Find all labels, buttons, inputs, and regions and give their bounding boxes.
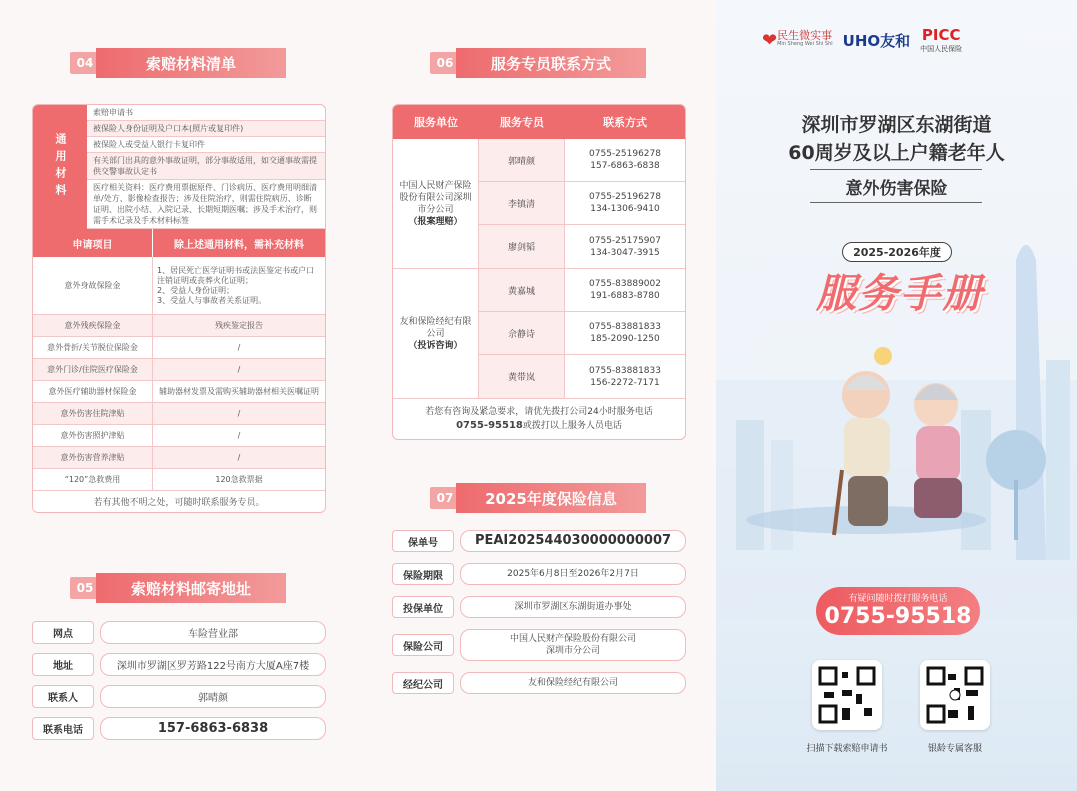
phone-landline: 0755-83881833	[589, 322, 661, 332]
contact-group-picc	[393, 139, 685, 269]
table-row	[33, 447, 325, 469]
picc-logo	[920, 26, 962, 54]
qr-caption: 银龄专属客服	[927, 744, 982, 754]
unit-role: （投诉咨询）	[408, 340, 463, 351]
hotline-number: 0755-95518	[824, 604, 972, 629]
table-header	[393, 105, 685, 139]
staff-name: 廖剑韬	[479, 225, 565, 268]
field-label: 保险期限	[392, 563, 454, 585]
section-number: 05	[70, 577, 100, 599]
info-row-policyholder	[392, 596, 686, 618]
field-value: PEAI202544030000000007	[460, 530, 686, 552]
uho-logo: UHO友和	[842, 31, 911, 50]
phone-landline: 0755-25175907	[589, 235, 661, 246]
field-value: 友和保险经纪有限公司	[460, 672, 686, 694]
table-row	[479, 312, 685, 355]
logo-subtext: Min Sheng Wei Shi Shi	[777, 41, 833, 47]
cell-item: 意外骨折/关节脱位保险金	[33, 337, 153, 358]
table-row	[33, 257, 325, 315]
cover-subtitle: 意外伤害保险	[845, 179, 948, 199]
section-06-header	[430, 48, 646, 78]
hotline-label: 有疑问随时拨打服务电话	[848, 594, 948, 604]
table-row	[33, 469, 325, 491]
logo-subtext: 中国人民保险	[920, 45, 963, 53]
section-number: 04	[70, 52, 100, 74]
phone-landline: 0755-83889002	[589, 279, 661, 289]
value-line: 中国人民财产保险股份有限公司	[509, 634, 636, 644]
footnote-line: 若您有咨询及紧急要求，请优先拨打公司24小时服务电话	[425, 407, 653, 417]
table-row	[479, 225, 685, 268]
phone-mobile: 134-3047-3915	[590, 247, 660, 258]
column-header: 服务专员	[500, 116, 544, 129]
section-number: 06	[430, 52, 460, 74]
unit-name: 中国人民财产保险股份有限公司深圳市分公司	[399, 180, 472, 215]
field-label: 网点	[32, 621, 94, 644]
claim-materials-table	[32, 104, 326, 513]
service-contacts-table	[392, 104, 686, 440]
field-label: 地址	[32, 653, 94, 676]
phone-landline: 0755-83881833	[589, 365, 661, 376]
service-unit	[393, 269, 479, 398]
table-row	[33, 381, 325, 403]
staff-name: 佘静诗	[479, 312, 565, 354]
value-line: 深圳市分公司	[545, 646, 600, 656]
list-item: 被保险人或受益人银行卡复印件	[87, 137, 325, 153]
list-item: 被保险人身份证明及户口本(照片或复印件)	[87, 121, 325, 137]
staff-name: 黄嘉城	[479, 269, 565, 311]
column-header: 服务单位	[414, 116, 458, 129]
table-row	[479, 182, 685, 225]
cell-item: 意外医疗辅助器材保险金	[33, 381, 153, 402]
logo-text: 民生微实事	[777, 29, 833, 42]
section-title: 索赔材料邮寄地址	[96, 573, 286, 603]
section-05-header	[70, 573, 286, 603]
qr-code-icon	[812, 660, 882, 730]
minsheng-logo	[762, 30, 833, 51]
column-header: 除上述通用材料，需补充材料	[174, 239, 304, 251]
column-header: 联系方式	[603, 116, 647, 129]
phone-mobile: 157-6863-6838	[590, 161, 660, 171]
section-title: 服务专员联系方式	[456, 48, 646, 78]
handbook-title: 服务手册	[816, 271, 984, 317]
table-header	[33, 229, 325, 257]
table-row	[33, 425, 325, 447]
table-row	[479, 269, 685, 312]
list-item: 索赔申请书	[87, 105, 325, 121]
cell-item: 意外伤害营养津贴	[33, 447, 153, 468]
cell-extra: /	[237, 342, 241, 352]
field-label: 经纪公司	[392, 672, 454, 694]
hotline-badge	[816, 587, 980, 635]
table-row	[33, 315, 325, 337]
table-row	[479, 139, 685, 182]
cover-title-line2: 60周岁及以上户籍老年人	[788, 142, 1005, 164]
cell-extra: /	[237, 452, 241, 462]
cell-extra: 1、居民死亡医学证明书或法医鉴定书或户口注销证明或丧葬火化证明； 2、受益人身份证明； 3、受益人与事故者关系证明。	[157, 265, 315, 305]
field-label: 保险公司	[392, 634, 454, 656]
heart-icon: ❤	[762, 29, 778, 51]
mail-row-branch	[32, 621, 326, 644]
cell-extra: 残疾鉴定报告	[215, 320, 263, 330]
phone-landline: 0755-25196278	[589, 192, 661, 202]
section-07-header	[430, 483, 646, 513]
info-row-insurer	[392, 629, 686, 661]
field-value	[460, 629, 686, 661]
field-value: 深圳市罗湖区罗芳路122号南方大厦A座7楼	[100, 653, 326, 676]
divider	[810, 169, 982, 170]
cell-item: 意外身故保险金	[33, 257, 153, 314]
field-value: 深圳市罗湖区东湖街道办事处	[460, 596, 686, 618]
contacts-footnote	[393, 399, 685, 439]
footnote-line: 或拨打以上服务人员电话	[522, 421, 622, 431]
section-title: 索赔材料清单	[96, 48, 286, 78]
staff-name: 郭晴颜	[479, 139, 565, 181]
unit-role: （报案理赔）	[408, 216, 463, 227]
cell-extra: 辅助器材发票及需购买辅助器材相关医嘱证明	[159, 386, 319, 396]
cell-item: 意外伤害住院津贴	[33, 403, 153, 424]
service-unit	[393, 139, 479, 268]
cell-extra: 120急救票据	[215, 474, 263, 484]
mail-row-contact	[32, 685, 326, 708]
list-item: 医疗相关资料：医疗费用票据原件、门诊病历、医疗费用明细清单/处方、影像检查报告；涉及住院治疗，则需住院病历、诊断证明、出院小结、入院记录、长期短期医嘱；涉及手术治疗，则需手术记录及手术材料标签	[87, 180, 325, 229]
section-title: 2025年度保险信息	[456, 483, 646, 513]
staff-name: 李镇清	[479, 182, 565, 224]
common-materials-label: 通用材料	[33, 105, 87, 229]
cover-title-line1: 深圳市罗湖区东湖街道	[801, 114, 992, 136]
logo-text: PICC	[921, 26, 961, 44]
phone-landline: 0755-25196278	[589, 149, 661, 159]
mail-row-address	[32, 653, 326, 676]
field-label: 联系电话	[32, 717, 94, 740]
cell-extra: /	[237, 430, 241, 440]
phone-mobile: 191-6883-8780	[590, 291, 660, 301]
unit-name: 友和保险经纪有限公司	[399, 316, 472, 339]
table-footnote: 若有其他不明之处，可随时联系服务专员。	[93, 498, 265, 508]
table-row	[33, 359, 325, 381]
logo-bar	[762, 26, 962, 54]
table-row	[33, 403, 325, 425]
qr-caption: 扫描下载索赔申请书	[806, 744, 888, 754]
qr-code-senior-service[interactable]	[920, 660, 990, 730]
field-value: 157-6863-6838	[100, 717, 326, 740]
info-row-period	[392, 563, 686, 585]
phone-mobile: 185-2090-1250	[590, 334, 660, 344]
phone-mobile: 156-2272-7171	[590, 377, 660, 388]
field-value: 2025年6月8日至2026年2月7日	[460, 563, 686, 585]
year-badge: 2025-2026年度	[842, 242, 952, 262]
qr-code-icon	[920, 660, 990, 730]
field-value: 郭晴颜	[100, 685, 326, 708]
cell-item: 意外伤害照护津贴	[33, 425, 153, 446]
cell-extra: /	[237, 408, 241, 418]
cell-extra: /	[237, 364, 241, 374]
cell-item: 意外残疾保险金	[33, 315, 153, 336]
contact-group-uho	[393, 269, 685, 399]
qr-code-claim-form[interactable]	[812, 660, 882, 730]
claims-rows	[33, 257, 325, 491]
field-label: 保单号	[392, 530, 454, 552]
field-label: 投保单位	[392, 596, 454, 618]
common-materials-list	[87, 105, 325, 229]
table-row	[33, 337, 325, 359]
mail-row-phone	[32, 717, 326, 740]
cell-item: 意外门诊/住院医疗保险金	[33, 359, 153, 380]
table-row	[479, 355, 685, 398]
cell-item: “120”急救费用	[33, 469, 153, 490]
divider	[810, 202, 982, 203]
info-row-broker	[392, 672, 686, 694]
section-number: 07	[430, 487, 460, 509]
column-header: 申请项目	[33, 229, 153, 257]
phone-mobile: 134-1306-9410	[590, 204, 660, 214]
section-04-header	[70, 48, 286, 78]
field-value: 车险营业部	[100, 621, 326, 644]
hotline-number: 0755-95518	[456, 420, 523, 431]
staff-name: 黄带岚	[479, 355, 565, 398]
info-row-policy-no	[392, 530, 686, 552]
list-item: 有关部门出具的意外事故证明，部分事故适用，如交通事故需提供交警事故认定书	[87, 153, 325, 180]
field-label: 联系人	[32, 685, 94, 708]
